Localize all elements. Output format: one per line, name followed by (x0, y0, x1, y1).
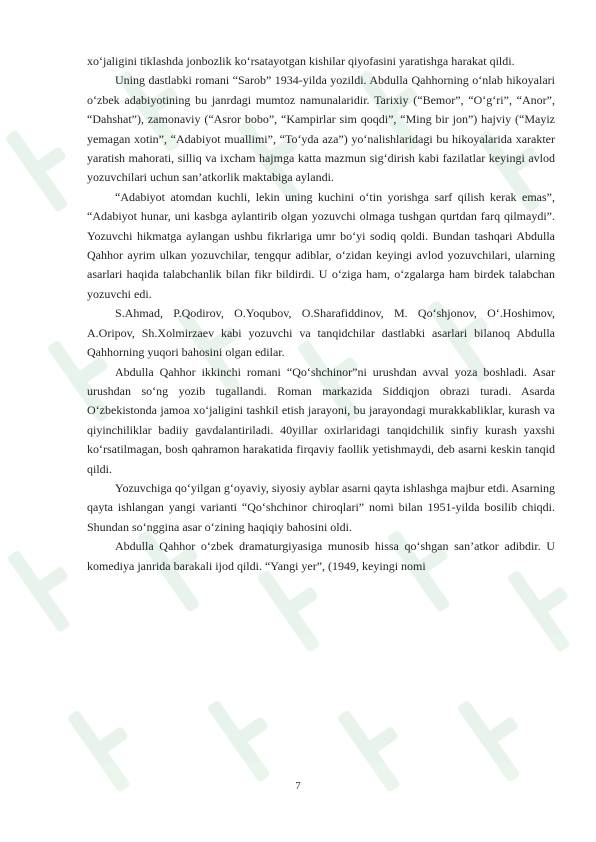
paragraph: xo‘jaligini tiklashda jonbozlik ko‘rsatayotgan kishilar qiyofasini yaratishga harakat qildi. (87, 54, 515, 68)
paragraph: S.Ahmad, P.Qodirov, O.Yoqubov, O.Sharafiddinov, M. Qo‘shjonov, O‘.Hoshimov, A.Oripov, Sh.Xolmirzaev kabi yozuvchi va tanqidchilar dastlabki asarlari bilanoq Abdulla Qahhorning yuqori bahosini olgan edilar. (87, 306, 555, 360)
watermark-logo (0, 533, 94, 638)
watermark-logo (448, 683, 543, 788)
page-number: 7 (295, 780, 301, 792)
paragraph: Yozuvchiga qo‘yilgan g‘oyaviy, siyosiy ayblar asarni qayta ishlashga majbur etdi. Asarning qayta ishlangan yangi varianti “Qo‘shchinor chiroqlari” nomi bilan 1951-yilda bosilib chiqdi. Shundan so‘nggina asar o‘zining haqiqiy bahosini oldi. (87, 480, 555, 534)
paragraph: “Adabiyot atomdan kuchli, lekin uning kuchini o‘tin yorishga sarf qilish kerak emas”, “Adabiyot hunar, uni kasbga aylantirib olgan yozuvchi olmaga tushgan qurtdan farq qilmaydi”. Yozuvchi hikmatga aylangan ushbu fikrlariga umr bo‘yi sodiq qoldi. Bundan tashqari Abdulla Qahhor ayrim ulkan yozuvchilar, tengqur adiblar, o‘zidan keyingi avlod yozuvchilari, ularning asarlari haqida talabchanlik bilan fikr bildirdi. U o‘ziga ham, o‘zgalarga ham birdek talabchan yozuvchi edi. (87, 189, 555, 301)
watermark-logo (0, 113, 92, 218)
paragraph: Uning dastlabki romani “Sarob” 1934-yilda yozildi. Abdulla Qahhorning o‘nlab hikoyalari o‘zbek adabiyotining bu janrdagi mumtoz namunalaridir. Tarixiy (“Bemor”, “O‘g‘ri”, “Anor”, “Dahshat”), zamonaviy (“Asror bobo”, “Kampirlar sim qoqdi”, “Ming bir jon”) hajviy (“Mayiz yemagan xotin”, “Adabiyot muallimi”, “To‘yda aza”) yo‘nalishlaridagi bu hikoyalarida xarakter yaratish mahorati, silliq va ixcham hajmga katta mazmun sig‘dirish kabi fazilatlar keyingi avlod yozuvchilari uchun san’atkorlik maktabiga aylandi. (87, 73, 555, 185)
paragraph: Abdulla Qahhor ikkinchi romani “Qo‘shchinor”ni urushdan avval yoza boshladi. Asar urushdan so‘ng yozib tugallandi. Roman markazida Siddiqjon obrazi turadi. Asarda O‘zbekistonda jamoa xo‘jaligini tashkil etish jarayoni, bu jarayondagi murakkabliklar, kurash va qiyinchiliklar badiiy gavdalantiriladi. 40yillar oxirlaridagi tanqidchilik sinfiy kurash yaxshi ko‘rsatilmagan, bosh qahramon harakatida firqaviy faollik yetishmaydi, deb asarni keskin tanqid qildi. (87, 364, 555, 476)
watermark-logo (198, 683, 293, 788)
paragraph: Abdulla Qahhor o‘zbek dramaturgiyasiga munosib hissa qo‘shgan san’atkor adibdir. U komediya janrida barakali ijod qildi. “Yangi yer”, (1949, keyingi nomi (87, 539, 555, 573)
body-text (87, 52, 555, 576)
